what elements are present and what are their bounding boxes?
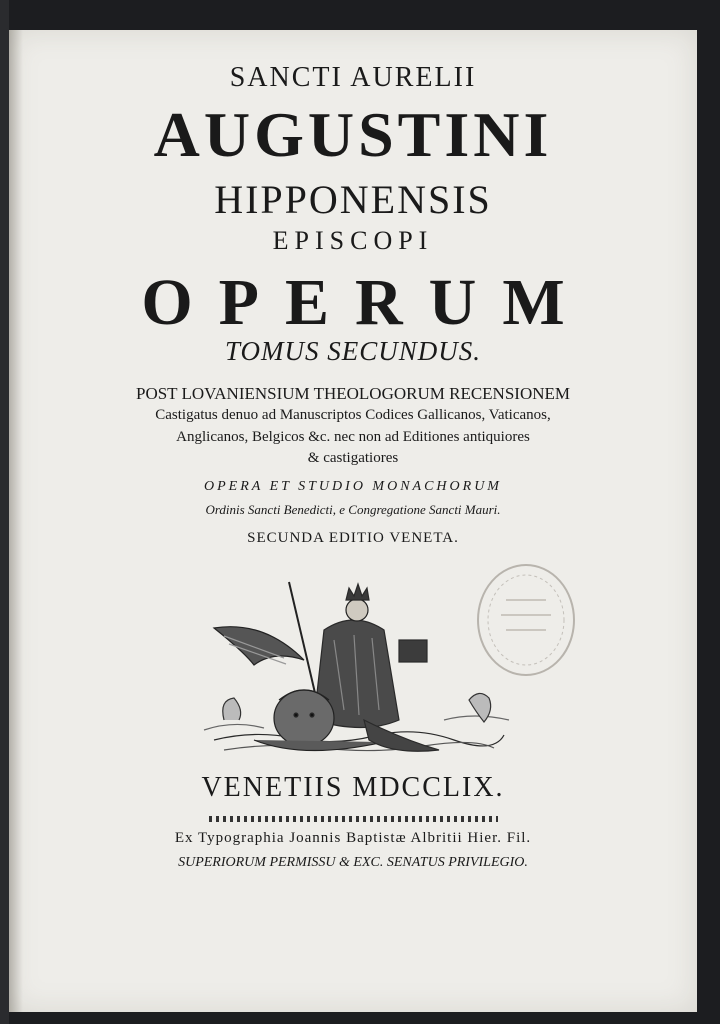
book-binding-edge [0, 0, 9, 1024]
author-prefix: SANCTI AURELII [229, 62, 477, 93]
work-title: OPERUM [141, 266, 591, 339]
volume-label: TOMUS SECUNDUS. [224, 336, 482, 366]
edition-statement: SECUNDA EDITIO VENETA. [247, 530, 459, 546]
edition-note-2: Castigatus denuo ad Manuscriptos Codices Gallicanos, Vaticanos, [155, 407, 551, 423]
printer-line: Ex Typographia Joannis Baptistæ Albritii Hier. Fil. [174, 830, 532, 846]
author-office: EPISCOPI [272, 226, 434, 255]
author-see: HIPPONENSIS [214, 177, 492, 222]
title-page [9, 30, 697, 1012]
edition-note-1: POST LOVANIENSIUM THEOLOGORUM RECENSIONEM [136, 384, 570, 403]
printers-device-engraving [194, 570, 514, 770]
privilege-line: SUPERIORUM PERMISSU & EXC. SENATUS PRIVILEGIO. [178, 855, 528, 870]
edition-note-4: & castigatiores [307, 450, 399, 466]
author-name: AUGUSTINI [153, 99, 553, 170]
edition-note-3: Anglicanos, Belgicos &c. nec non ad Editiones antiquiores [176, 429, 530, 445]
editors-order: Ordinis Sancti Benedicti, e Congregatione Sancti Mauri. [205, 502, 501, 517]
editors-line: OPERA ET STUDIO MONACHORUM [204, 479, 502, 494]
ornament-rule [209, 816, 498, 822]
imprint-place-date: VENETIIS MDCCLIX. [201, 772, 505, 803]
library-stamp [471, 560, 581, 680]
